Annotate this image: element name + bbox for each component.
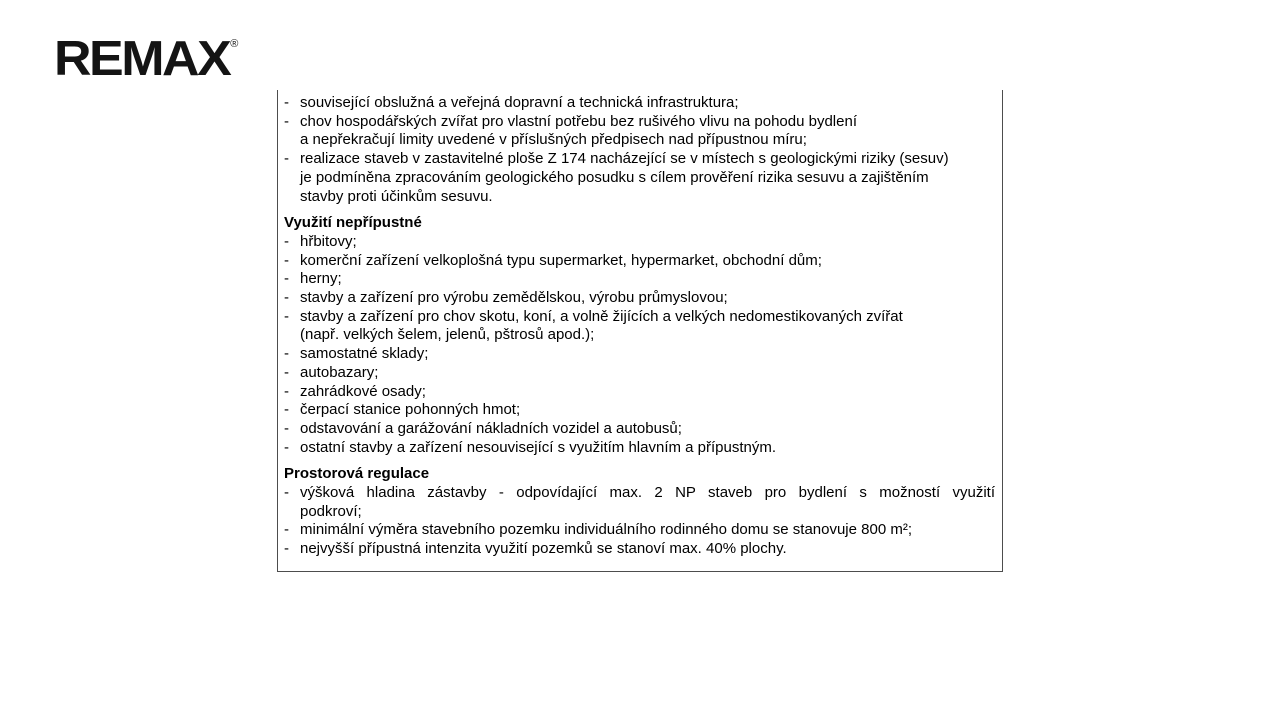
remax-logo-text: REMAX — [54, 31, 230, 87]
bullet-line-text: nejvyšší přípustná intenzita využití pozemků se stanoví max. 40% plochy. — [300, 540, 787, 558]
bullet-line-text: herny; — [300, 270, 342, 288]
bullet-dash: - — [284, 540, 289, 558]
list-item — [284, 484, 995, 521]
bullet-lines — [300, 420, 995, 439]
list-item — [284, 420, 995, 439]
bullet-dash: - — [284, 251, 289, 269]
document-section — [284, 214, 995, 457]
bullet-dash: - — [284, 521, 289, 539]
bullet-dash: - — [284, 401, 289, 419]
list-item — [284, 94, 995, 113]
bullet-dash: - — [284, 438, 289, 456]
bullet-lines — [300, 540, 995, 559]
bullet-line-text: autobazary; — [300, 363, 379, 381]
list-item — [284, 521, 995, 540]
bullet-dash: - — [284, 270, 289, 288]
document-box — [277, 90, 1003, 572]
bullet-line-text: ostatní stavby a zařízení nesouvisející s využitím hlavním a přípustným. — [300, 438, 777, 456]
list-item — [284, 113, 995, 150]
section-heading: Prostorová regulace — [284, 465, 430, 483]
bullet-dash: - — [284, 484, 289, 502]
bullet-dash: - — [284, 112, 289, 130]
bullet-dash: - — [284, 289, 289, 307]
bullet-line-text: stavby a zařízení pro výrobu zemědělskou, výrobu průmyslovou; — [300, 289, 728, 307]
list-item — [284, 308, 995, 345]
list-item — [284, 233, 995, 252]
bullet-line-text: zahrádkové osady; — [300, 382, 426, 400]
bullet-lines — [300, 289, 995, 308]
registered-trademark-icon: ® — [230, 38, 239, 50]
bullet-line-text: stavby a zařízení pro chov skotu, koní, a volně žijících a velkých nedomestikovaných zvířat — [300, 307, 903, 325]
bullet-lines — [300, 94, 995, 113]
bullet-lines — [300, 345, 995, 364]
bullet-line-text: minimální výměra stavebního pozemku individuálního rodinného domu se stanovuje 800 m²; — [300, 521, 913, 539]
bullet-line-text: podkroví; — [300, 502, 362, 520]
bullet-lines — [300, 401, 995, 420]
bullet-dash: - — [284, 150, 289, 168]
bullet-lines — [300, 150, 995, 206]
bullet-dash: - — [284, 232, 289, 250]
bullet-line-text: realizace staveb v zastavitelné ploše Z 174 nacházející se v místech s geologickými riziky (sesuv) — [300, 150, 949, 168]
list-item — [284, 540, 995, 559]
bullet-line-text: samostatné sklady; — [300, 345, 429, 363]
bullet-line-text: je podmíněna zpracováním geologického posudku s cílem prověření rizika sesuvu a zajištěním — [300, 168, 929, 186]
bullet-lines — [300, 113, 995, 150]
bullet-line-text: hřbitovy; — [300, 232, 357, 250]
bullet-line-text: (např. velkých šelem, jelenů, pštrosů apod.); — [300, 326, 595, 344]
bullet-line-text: související obslužná a veřejná dopravní a technická infrastruktura; — [300, 94, 739, 111]
list-item — [284, 439, 995, 458]
bullet-dash: - — [284, 382, 289, 400]
remax-logo — [54, 31, 239, 87]
list-item — [284, 289, 995, 308]
bullet-dash: - — [284, 94, 289, 111]
document-section — [284, 94, 995, 206]
bullet-lines — [300, 383, 995, 402]
bullet-line-text: stavby proti účinkům sesuvu. — [300, 187, 493, 205]
list-item — [284, 252, 995, 271]
bullet-dash: - — [284, 363, 289, 381]
bullet-line-text: čerpací stanice pohonných hmot; — [300, 401, 521, 419]
bullet-lines — [300, 270, 995, 289]
bullet-lines — [300, 308, 995, 345]
list-item — [284, 345, 995, 364]
bullet-line-text: komerční zařízení velkoplošná typu supermarket, hypermarket, obchodní dům; — [300, 251, 822, 269]
document-section — [284, 465, 995, 559]
bullet-line-text: chov hospodářských zvířat pro vlastní potřebu bez rušivého vlivu na pohodu bydlení — [300, 112, 857, 130]
section-heading: Využití nepřípustné — [284, 214, 422, 232]
list-item — [284, 383, 995, 402]
bullet-lines — [300, 252, 995, 271]
list-item — [284, 364, 995, 383]
bullet-lines — [300, 364, 995, 383]
bullet-dash: - — [284, 345, 289, 363]
bullet-lines — [300, 439, 995, 458]
bullet-line-text: a nepřekračují limity uvedené v příslušných předpisech nad přípustnou míru; — [300, 131, 807, 149]
list-item — [284, 270, 995, 289]
bullet-lines — [300, 484, 995, 521]
bullet-dash: - — [284, 307, 289, 325]
bullet-lines — [300, 233, 995, 252]
bullet-lines — [300, 521, 995, 540]
bullet-line-text: výšková hladina zástavby - odpovídající max. 2 NP staveb pro bydlení s možností využití — [300, 484, 995, 502]
list-item — [284, 150, 995, 206]
bullet-dash: - — [284, 419, 289, 437]
list-item — [284, 401, 995, 420]
bullet-line-text: odstavování a garážování nákladních vozidel a autobusů; — [300, 419, 682, 437]
